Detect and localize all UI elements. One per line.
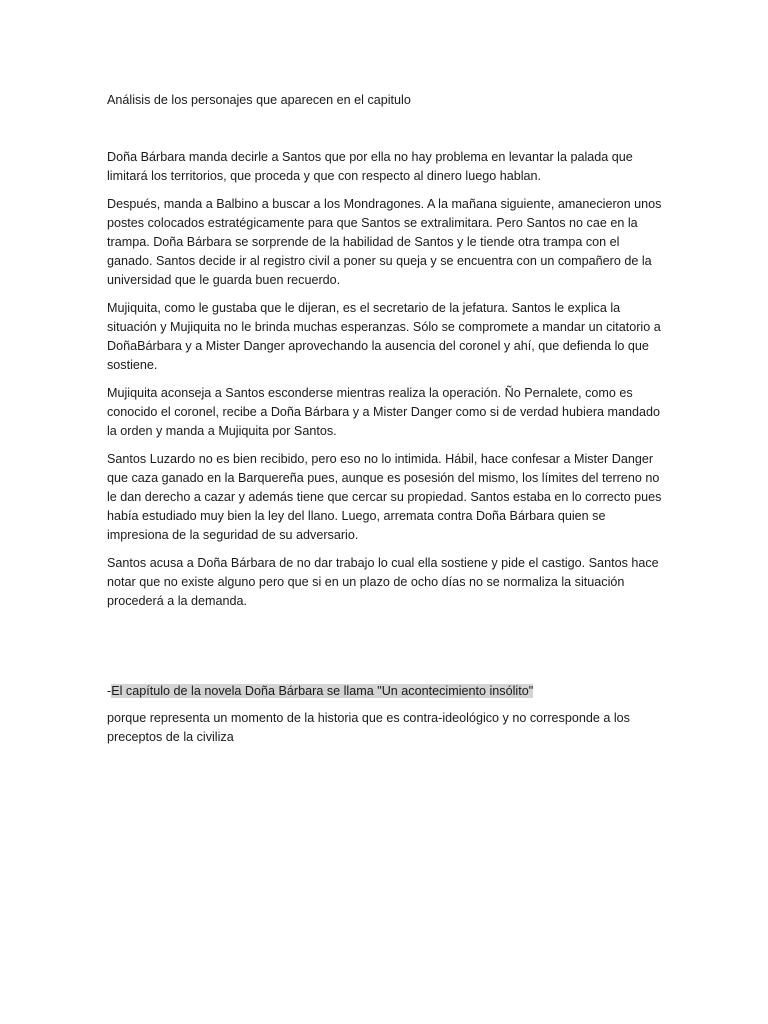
document-title: Análisis de los personajes que aparecen en el capitulo xyxy=(107,93,411,107)
paragraph-3: Mujiquita, como le gustaba que le dijeran, es el secretario de la jefatura. Santos le explica la situación y Mujiquita no le brinda muchas esperanzas. Sólo se compromete a mandar un citatorio a DoñaBárbara y a Mister Danger aprovechando la ausencia del coronel y ahí, que defienda lo que sostiene. xyxy=(107,301,661,372)
blank-space xyxy=(107,620,663,682)
paragraph-6: Santos acusa a Doña Bárbara de no dar trabajo lo cual ella sostiene y pide el castigo. Santos hace notar que no existe alguno pero que si en un plazo de ocho días no se normaliza la situación procederá a la demanda. xyxy=(107,556,659,608)
paragraph-5: Santos Luzardo no es bien recibido, pero eso no lo intimida. Hábil, hace confesar a Mister Danger que caza ganado en la Barquereña pues, aunque es posesión del mismo, los límites del terreno no le dan derecho a cazar y además tiene que cercar su propiedad. Santos estaba en lo correcto pues había estudiado muy bien la ley del llano. Luego, arremata contra Doña Bárbara quien se impresiona de la seguridad de su adversario. xyxy=(107,452,662,542)
document-body xyxy=(107,91,663,756)
highlighted-chapter-name: El capítulo de la novela Doña Bárbara se llama "Un acontecimiento insólito" xyxy=(111,684,534,698)
final-paragraph: porque representa un momento de la historia que es contra-ideológico y no corresponde a los preceptos de la civiliza xyxy=(107,711,630,744)
paragraph-4: Mujiquita aconseja a Santos esconderse mientras realiza la operación. Ño Pernalete, como es conocido el coronel, recibe a Doña Bárbara y a Mister Danger como si de verdad hubiera mandado la orden y manda a Mujiquita por Santos. xyxy=(107,386,661,438)
chapter-name-line xyxy=(107,682,663,701)
paragraph-2: Después, manda a Balbino a buscar a los Mondragones. A la mañana siguiente, amanecieron unos postes colocados estratégicamente para que Santos se extralimitara. Pero Santos no cae en la trampa. Doña Bárbara se sorprende de la habilidad de Santos y le tiende otra trampa con el ganado. Santos decide ir al registro civil a poner su queja y se encuentra con un compañero de la universidad que le guarda buen recuerdo. xyxy=(107,197,662,287)
dash-prefix: - xyxy=(107,684,112,698)
paragraph-1: Doña Bárbara manda decirle a Santos que por ella no hay problema en levantar la palada que limitará los territorios, que proceda y que con respecto al dinero luego hablan. xyxy=(107,150,633,183)
